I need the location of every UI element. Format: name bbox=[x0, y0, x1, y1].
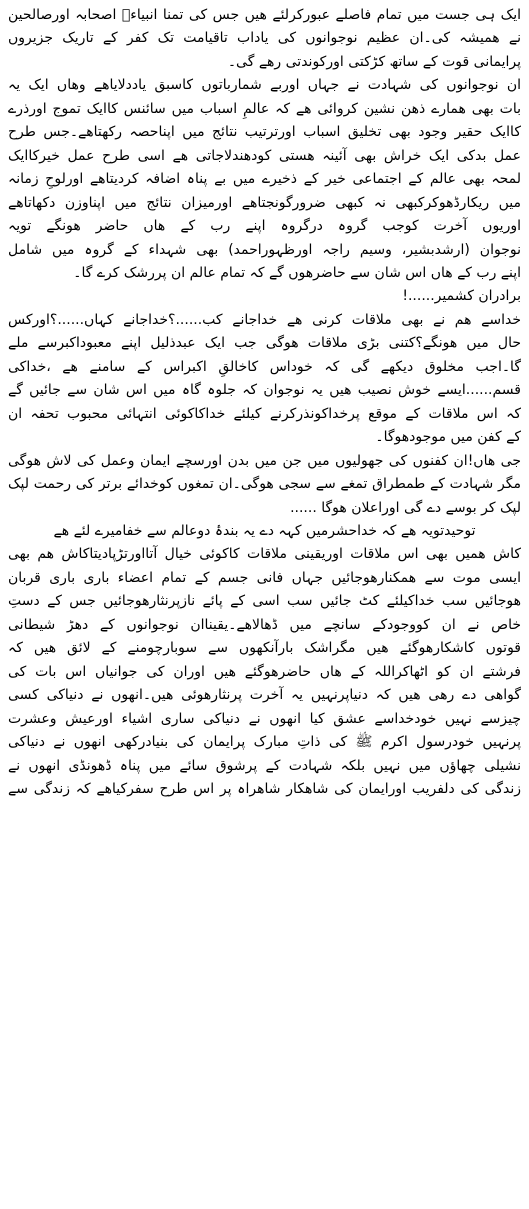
text-line: قوتوں کاشکارھوگئے ھیں مگراشک بارآنکھوں سے سوبارچومنے کے لائق ھیں کہ bbox=[8, 640, 521, 657]
text-line: پرایمانی قوت کے ساتھ کڑکتی اورکوندتی رھے گی۔ bbox=[227, 53, 521, 70]
text-line: فرشتے ان کو اٹھاکراللہ کے ھاں حاضرھوگئے ھیں اوران کی جوانیاں اس بات کی bbox=[8, 663, 521, 680]
text-line: حال میں ھونگے؟کتنی بڑی ملاقات ھوگی جب ایک عبدذلیل اپنے معبوداکبرسے ملے bbox=[8, 335, 521, 352]
section-heading: برادران کشمیر......! bbox=[402, 288, 521, 305]
text-line: اپنے رب کے ھاں اس شان سے حاضرھوں گے کہ تمام عالم ان پررشک کرے گا۔ bbox=[73, 264, 521, 281]
text-line: کے کفن میں موجودھوگا۔ bbox=[375, 429, 521, 446]
text-line: کاش ھمیں بھی اس ملاقات اوریقینی ملاقات کاکوئی خیال آتااورتڑپادیتاکاش ھم بھی bbox=[8, 546, 521, 563]
text-line: میں ریکارڈھوکرکبھی نہ کبھی ضرورگونجتاھے اورمیزان نتائج میں اپناوزن دکھاتاھے bbox=[8, 194, 521, 211]
poetry-verse: توحیدتویہ ھے کہ خداحشرمیں کہہ دے یہ بندۂ دوعالم سے خفامیرے لئے ھے bbox=[53, 522, 476, 539]
text-line: کہ اس ملاقات کے موقع پرخداکونذرکرنے کیلئے خداکاکوئی انتہائی محبوب تحفہ ان bbox=[8, 405, 521, 422]
text-line: ایسی موت سے ھمکنارھوجائیں جہاں فانی جسم کے تمام اعضاء باری باری قربان bbox=[8, 569, 521, 586]
text-line: گا۔اجب مخلوق دیکھے گی کہ خوداس کاخالقِ اکبراس کے سامنے ھے ،خداکی bbox=[8, 358, 521, 375]
text-line: عمل بدکی ایک خراش بھی آئینہ ھستی کودھندلاجاتی ھے اسی طرح عمل خیرکاایک bbox=[8, 147, 521, 164]
text-line: اوریوں آخرت کوجب گروہ درگروہ اپنے رب کے ھاں حاضر ھونگے تویہ bbox=[8, 218, 521, 235]
text-line: گواھی دے رھی ھیں کہ دنیاپرنہیں یہ آخرت پرنثارھوئی ھیں۔انھوں نے دنیاکی کسی bbox=[8, 687, 521, 704]
text-line: ان نوجوانوں کی شہادت نے جہاں اوربے شمارباتوں کاسبق یاددلایاھے وھاں ایک یہ bbox=[8, 77, 521, 94]
text-line: پرنہیں خودرسول اکرم ﷺ کی ذاتِ مبارک پرایمان کی بنیادرکھی انھوں نے دنیاکی bbox=[8, 734, 521, 751]
text-line: نوجوان (ارشدبشیر، وسیم راجہ اورظہوراحمد) بھی شہداء کے گروہ میں شامل bbox=[8, 241, 521, 258]
text-line: مگر شہادت کے طمطراق تمغے سے سجی ھوگی۔ان تمغوں کوخدائے برتر کی رحمت لپک bbox=[8, 476, 521, 493]
text-line: ایک ہی جست میں تمام فاصلے عبورکرلئے ھیں جس کی تمنا انبیاءؑ اصحابہ اورصالحین bbox=[8, 7, 521, 23]
text-line: نشیلی چھاؤں میں نہیں بلکہ شہادت کے پرشوق سائے میں پناہ ڈھونڈی انھوں نے bbox=[8, 757, 521, 774]
text-line: زندگی کی دلفریب اورایمان کی شاھکار شاھراہ پر اس طرح سفرکیاھے کہ زندگی سے bbox=[8, 780, 521, 797]
text-line: کاایک حقیر وجود بھی تخلیق اسباب اورترتیب نتائج میں اپناحصہ رکھتاھے۔جس طرح bbox=[8, 124, 521, 141]
text-line: خداسے ھم نے بھی ملاقات کرنی ھے خداجانے کب......؟خداجانے کہاں......؟اورکس bbox=[8, 311, 521, 328]
text-line: لپک کر بوسے دے گی اوراعلان ھوگا ...... bbox=[290, 499, 521, 516]
text-line: لمحہ بھی عالم کے اجتماعی خیر کے ذخیرے میں بے پناہ اضافہ کردیتاھے اورلوحِ زمانہ bbox=[8, 171, 521, 188]
text-line: جی ھاں!ان کفنوں کی جھولیوں میں جن میں بدن اورسچے ایمان وعمل کی لاش ھوگی bbox=[8, 452, 521, 469]
text-line: قسم......ایسے خوش نصیب ھیں یہ نوجوان کہ جلوہ گاہ میں اس شان سے جائیں گے bbox=[8, 382, 521, 399]
text-line: خاص نے ان کووجودکے سانچے میں ڈھالاھے۔یقیناان نوجوانوں کے دھڑ شیطانی bbox=[8, 616, 521, 633]
text-line: ھوجائیں سب خداکیلئے کٹ جائیں سب اسی کے پائے نازپرنثارھوجائیں جس کے دستِ bbox=[8, 593, 521, 610]
text-line: نے ھمیشہ کی۔ان عظیم نوجوانوں کی یاداب تاقیامت تک کفر کے تاریک جزیروں bbox=[8, 30, 521, 47]
text-line: چیزسے نہیں خودخداسے عشق کیا انھوں نے دنیاکی ساری اشیاء اورعیش وعشرت bbox=[8, 710, 521, 727]
text-line: بات بھی ھمارے ذھن نشین کروائی ھے کہ عالمِ اسباب میں سائنس کاایک تموج اورذرے bbox=[8, 100, 521, 117]
